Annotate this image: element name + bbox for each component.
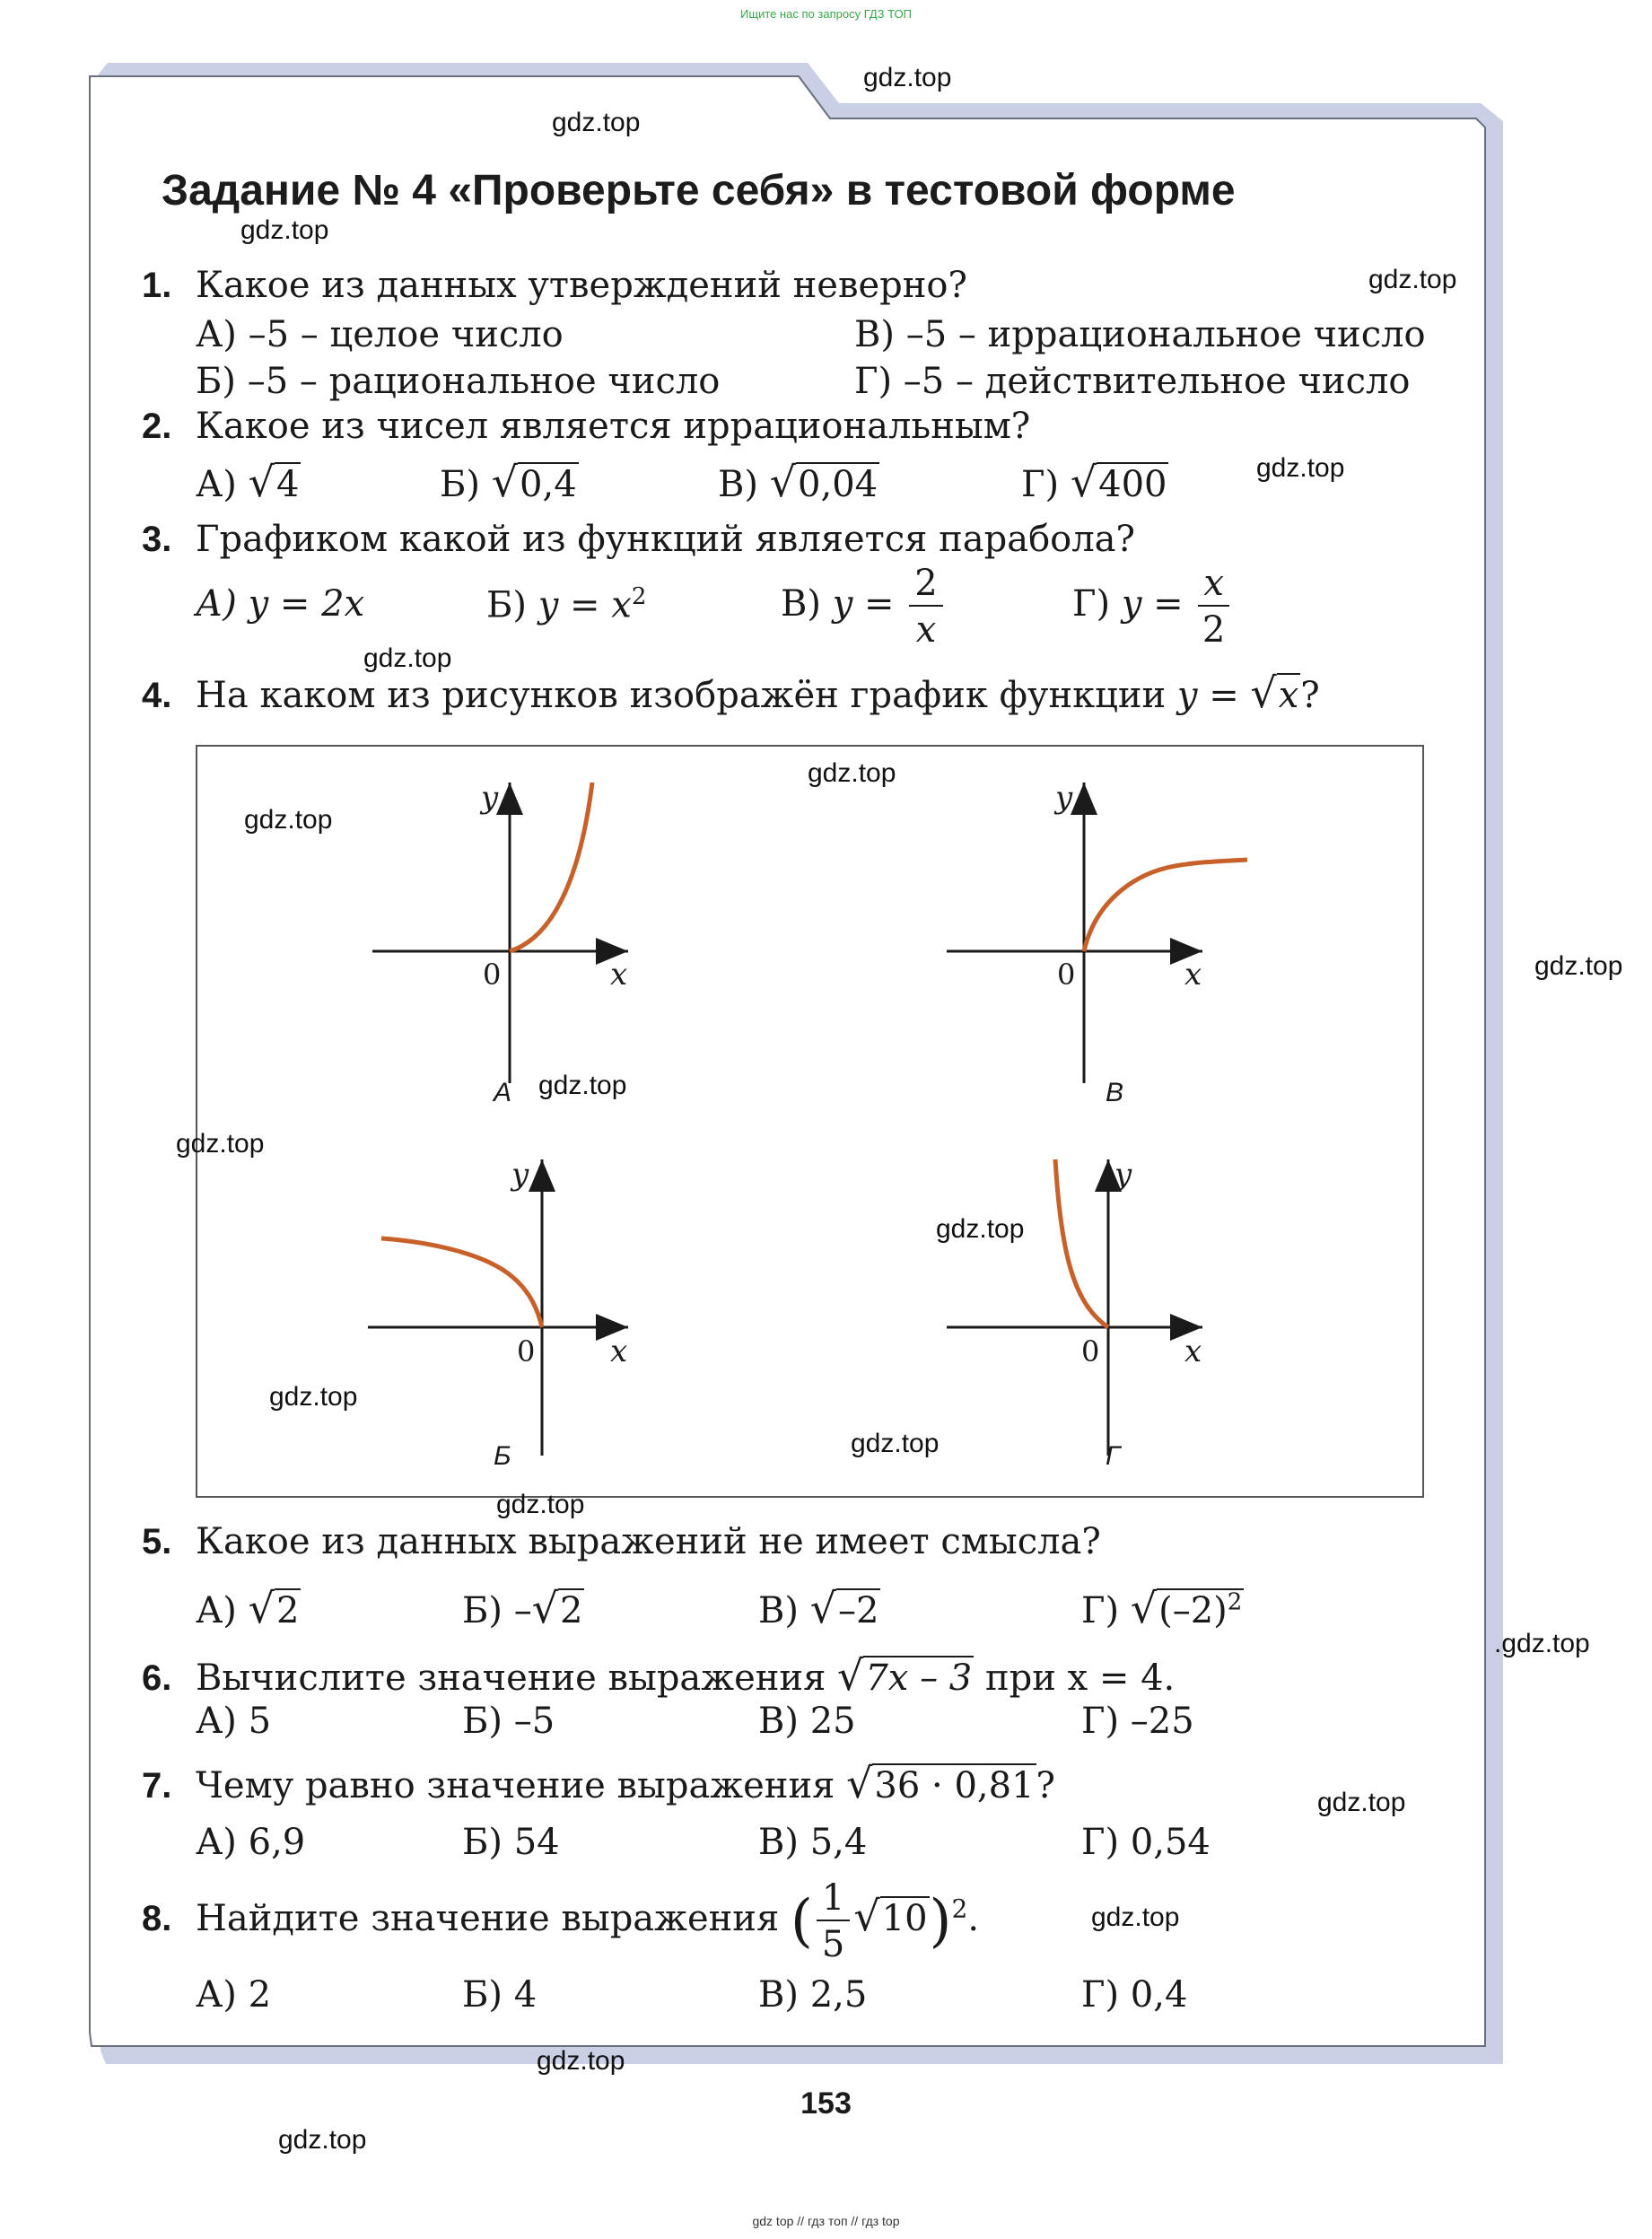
sqrt-arg: 36 · 0,81 [874, 1765, 1035, 1806]
question-text: Какое из чисел является иррациональным? [196, 406, 1031, 447]
sqrt-symbol: $√(-2)^2$ [1130, 1584, 1243, 1632]
question-number: 5. [142, 1522, 172, 1561]
question-4 [142, 669, 1320, 717]
q3-option-a: А) y = 2x [196, 583, 365, 625]
q5-option-b [462, 1584, 584, 1632]
q8-option-d: Г) 0,4 [1081, 1974, 1188, 2016]
denominator: 2 [1202, 609, 1226, 651]
option-label: Б) [440, 464, 480, 505]
q2-option-b [440, 458, 579, 506]
option-label: Б) [486, 584, 527, 626]
question-number: 8. [142, 1899, 172, 1938]
exponent: 2 [1227, 1588, 1243, 1616]
fraction [909, 563, 942, 651]
q1-option-b: Б) –5 – рациональное число [196, 361, 721, 402]
question-text: Чему равно значение выражения [196, 1765, 835, 1806]
watermark: gdz.top [936, 1214, 1025, 1244]
sqrt-symbol: √2 [531, 1584, 583, 1632]
top-note: Ищите нас по запросу ГДЗ ТОП [740, 7, 912, 21]
x-label: x [1184, 957, 1202, 993]
graph-label: Б [494, 1441, 511, 1471]
question-text: Вычислите значение выражения [196, 1657, 826, 1699]
graph-a [372, 780, 628, 1107]
graphs-svg [197, 747, 1422, 1496]
q6-option-a: А) 5 [196, 1701, 272, 1742]
q1-option-c: В) –5 – иррациональное число [854, 314, 1426, 355]
origin-label: 0 [1081, 1334, 1100, 1369]
q5-option-c [758, 1584, 880, 1632]
graph-b [368, 1157, 628, 1471]
q2-option-d [1021, 458, 1168, 506]
origin-label: 0 [483, 958, 502, 992]
question-text: Какое из данных выражений не имеет смысла? [196, 1521, 1101, 1562]
watermark: .gdz.top [1494, 1629, 1590, 1658]
option-label: Г) [1081, 1590, 1120, 1631]
watermark: gdz.top [537, 2046, 625, 2076]
fraction [1198, 563, 1229, 651]
question-5 [142, 1521, 1101, 1562]
sqrt-symbol: √400 [1070, 458, 1167, 506]
option-label: В) [781, 583, 821, 625]
right-paren: ) [929, 1888, 952, 1955]
graph-label: В [1106, 1078, 1124, 1107]
left-paren: ( [790, 1888, 813, 1955]
curve [1055, 1159, 1108, 1327]
watermark: gdz.top [269, 1382, 358, 1412]
sqrt-arg: –2 [838, 1590, 879, 1631]
watermark: gdz.top [176, 1129, 265, 1159]
curve [510, 783, 592, 951]
question-text: Какое из данных утверждений неверно? [196, 265, 967, 306]
denominator: 5 [821, 1924, 845, 1965]
question-text: Графиком какой из функций является парабола? [196, 519, 1135, 560]
graph-v [947, 780, 1247, 1107]
q5-option-d [1081, 1584, 1244, 1632]
y-label: y [481, 780, 499, 816]
formula: y = [832, 583, 895, 625]
question-number: 2. [142, 407, 172, 446]
sqrt-arg: 2 [275, 1590, 300, 1631]
watermark: gdz.top [1317, 1788, 1406, 1817]
graphs-figure [196, 745, 1424, 1498]
sqrt-arg: 4 [275, 464, 300, 505]
numerator: 2 [909, 565, 942, 607]
curve [1084, 860, 1247, 951]
q2-option-c [718, 458, 879, 506]
graph-g [947, 1157, 1202, 1471]
sqrt-symbol: √7x – 3 [837, 1651, 973, 1700]
option-label: Г) [1072, 583, 1111, 625]
q7-option-d: Г) 0,54 [1081, 1822, 1211, 1863]
q6-option-c: В) 25 [758, 1701, 856, 1742]
exponent: 2 [951, 1894, 968, 1924]
formula: y = [1176, 675, 1239, 716]
q1-option-a: А) –5 – целое число [196, 314, 564, 355]
graph-label: А [494, 1078, 512, 1107]
question-number: 7. [142, 1766, 172, 1806]
question-mark: ? [1300, 675, 1320, 716]
q3-option-d [1072, 563, 1233, 651]
x-label: x [610, 1334, 628, 1369]
question-3 [142, 519, 1135, 560]
formula: y = x [538, 584, 632, 626]
option-label: А) [196, 464, 237, 505]
question-7 [142, 1759, 1055, 1807]
watermark: gdz.top [244, 805, 333, 835]
x-label: x [610, 957, 628, 993]
question-8 [142, 1877, 980, 1965]
watermark: gdz.top [278, 2125, 367, 2155]
sqrt-symbol: √0,4 [491, 458, 577, 506]
watermark: gdz.top [808, 758, 896, 788]
q1-option-d: Г) –5 – действительное число [854, 361, 1411, 402]
sqrt-arg: 10 [881, 1898, 928, 1939]
page-title: Задание № 4 «Проверьте себя» в тестовой форме [162, 167, 1236, 214]
q2-option-a [196, 458, 301, 506]
denominator: x [915, 609, 937, 651]
sqrt-symbol: √4 [248, 458, 300, 506]
sqrt-symbol: √–2 [809, 1584, 879, 1632]
q7-option-c: В) 5,4 [758, 1822, 868, 1863]
question-1 [142, 265, 967, 306]
sqrt-arg: 0,04 [798, 464, 878, 505]
watermark: gdz.top [363, 643, 452, 673]
sqrt-symbol: √2 [248, 1584, 300, 1632]
x-label: x [1184, 1334, 1202, 1369]
y-label: y [511, 1157, 529, 1193]
question-number: 6. [142, 1658, 172, 1698]
origin-label: 0 [517, 1334, 536, 1369]
origin-label: 0 [1057, 958, 1076, 992]
watermark: gdz.top [851, 1429, 940, 1458]
fraction [817, 1877, 850, 1965]
expression-tail: ? [1036, 1765, 1055, 1806]
y-label: y [1055, 780, 1073, 816]
exponent: 2 [631, 583, 647, 610]
option-label: А) [196, 1590, 237, 1631]
watermark: gdz.top [1091, 1902, 1180, 1932]
q8-option-a: А) 2 [196, 1974, 272, 2016]
question-number: 3. [142, 520, 172, 559]
q3-option-c [781, 563, 947, 651]
watermark: gdz.top [240, 215, 329, 245]
numerator: x [1198, 565, 1229, 607]
sqrt-symbol: √0,04 [769, 458, 878, 506]
option-label: В) [758, 1590, 799, 1631]
q7-option-a: А) 6,9 [196, 1822, 306, 1863]
numerator: 1 [817, 1880, 850, 1921]
question-text: На каком из рисунков изображён график функции [196, 675, 1167, 716]
q8-option-b: Б) 4 [462, 1974, 538, 2016]
bottom-note: gdz top // гдз топ // гдз top [752, 2214, 900, 2228]
option-label: Б) – [462, 1590, 532, 1631]
sqrt-arg: 2 [560, 1590, 583, 1631]
sqrt-arg: 7x – 3 [865, 1657, 973, 1699]
curve [381, 1238, 542, 1327]
q8-option-c: В) 2,5 [758, 1974, 868, 2016]
q6-option-d: Г) –25 [1081, 1701, 1194, 1742]
sqrt-arg: x [1278, 675, 1299, 716]
page-number: 153 [800, 2086, 852, 2121]
question-6 [142, 1651, 1175, 1700]
question-text: Найдите значение выражения [196, 1898, 780, 1939]
formula: y = [1121, 583, 1184, 625]
q3-option-b [486, 583, 646, 625]
q6-option-b: Б) –5 [462, 1701, 555, 1742]
question-number: 4. [142, 676, 172, 715]
question-2 [142, 406, 1030, 447]
sqrt-arg: 0,4 [520, 464, 577, 505]
watermark: gdz.top [863, 63, 952, 92]
sqrt-symbol: √36 · 0,81 [846, 1759, 1035, 1807]
sqrt-arg: (–2) [1158, 1590, 1228, 1631]
watermark: gdz.top [538, 1071, 627, 1100]
expression-tail: . [967, 1898, 980, 1939]
option-label: В) [718, 464, 758, 505]
sqrt-arg: 400 [1098, 464, 1167, 505]
question-number: 1. [142, 266, 172, 305]
watermark: gdz.top [552, 108, 641, 137]
sqrt-symbol: √x [1250, 669, 1299, 717]
sqrt-symbol: √10 [853, 1892, 928, 1940]
option-label: Г) [1021, 464, 1060, 505]
q5-option-a [196, 1584, 301, 1632]
y-label: y [1114, 1157, 1132, 1193]
graph-label: Г [1106, 1441, 1121, 1471]
watermark: gdz.top [1368, 265, 1457, 294]
watermark: gdz.top [496, 1490, 585, 1519]
expression-tail: при x = 4. [984, 1657, 1176, 1699]
watermark: gdz.top [1256, 453, 1345, 483]
watermark: gdz.top [1534, 951, 1623, 981]
q7-option-b: Б) 54 [462, 1822, 560, 1863]
